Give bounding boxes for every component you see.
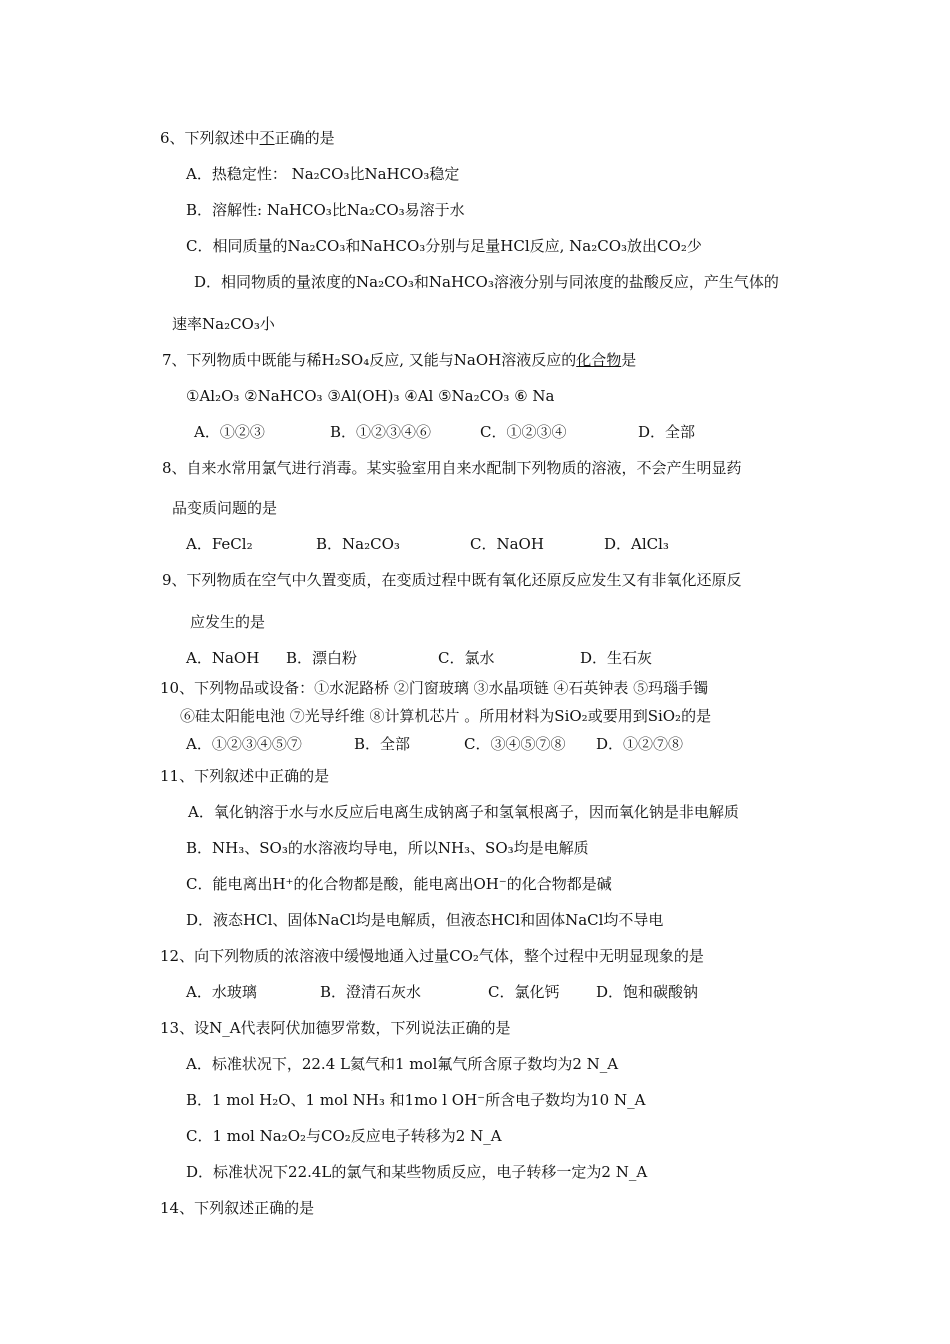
q10-stem-line2: ⑥硅太阳能电池 ⑦光导纤维 ⑧计算机芯片 。所用材料为SiO₂或要用到SiO₂的是: [180, 707, 712, 725]
q7-option-d: D．全部: [638, 423, 696, 441]
q9-option-a: A．NaOH: [186, 649, 260, 667]
q10-option-d: D．①②⑦⑧: [596, 735, 684, 753]
q7-stem: [162, 350, 636, 370]
q6-option-a: A．热稳定性： Na₂CO₃比NaHCO₃稳定: [186, 165, 460, 183]
q13-option-a: A．标准状况下，22.4 L氦气和1 mol氟气所含原子数均为2 N_A: [186, 1055, 619, 1073]
q12-option-b: B．澄清石灰水: [320, 983, 422, 1001]
q8-stem-line1: 8、自来水常用氯气进行消毒。某实验室用自来水配制下列物质的溶液，不会产生明显药: [162, 459, 742, 477]
q12-option-c: C．氯化钙: [488, 983, 560, 1001]
q11-stem: 11、下列叙述中正确的是: [160, 767, 330, 785]
q6-option-c: C．相同质量的Na₂CO₃和NaHCO₃分别与足量HCl反应, Na₂CO₃放出CO₂少: [186, 237, 702, 255]
q6-option-b: B．溶解性: NaHCO₃比Na₂CO₃易溶于水: [186, 201, 465, 219]
q8-option-a: A．FeCl₂: [186, 535, 253, 553]
q7-stem-before: 7、下列物质中既能与稀H₂SO₄反应, 又能与NaOH溶液反应的: [162, 351, 577, 369]
q11-option-d: D．液态HCl、固体NaCl均是电解质，但液态HCl和固体NaCl均不导电: [186, 911, 664, 929]
q14-stem: 14、下列叙述正确的是: [160, 1199, 315, 1217]
q6-stem-after: 正确的是: [274, 129, 335, 147]
q11-option-a: A．氧化钠溶于水与水反应后电离生成钠离子和氢氧根离子，因而氧化钠是非电解质: [188, 803, 739, 821]
q9-stem-line1: 9、下列物质在空气中久置变质，在变质过程中既有氧化还原反应发生又有非氧化还原反: [162, 571, 742, 589]
q13-option-b: B．1 mol H₂O、1 mol NH₃ 和1mo l OH⁻所含电子数均为10 N_A: [186, 1091, 646, 1109]
q8-stem-line2: 品变质问题的是: [172, 499, 278, 517]
q6-stem-before: 6、下列叙述中: [160, 129, 260, 147]
q8-option-c: C．NaOH: [470, 535, 544, 553]
q10-option-b: B．全部: [354, 735, 411, 753]
q10-option-c: C．③④⑤⑦⑧: [464, 735, 566, 753]
q7-stem-underlined: 化合物: [576, 351, 622, 369]
q11-option-c: C．能电离出H⁺的化合物都是酸，能电离出OH⁻的化合物都是碱: [186, 875, 612, 893]
q6-stem: [160, 128, 335, 148]
q9-option-c: C．氯水: [438, 649, 495, 667]
q6-stem-underlined: 不: [259, 129, 275, 147]
q7-option-c: C．①②③④: [480, 423, 567, 441]
q9-option-d: D．生石灰: [580, 649, 653, 667]
q9-stem-line2: 应发生的是: [190, 613, 266, 631]
q6-option-d-line2: 速率Na₂CO₃小: [172, 315, 275, 333]
q8-option-b: B．Na₂CO₃: [316, 535, 400, 553]
q13-stem: 13、设N_A代表阿伏加德罗常数，下列说法正确的是: [160, 1019, 511, 1037]
q13-option-d: D．标准状况下22.4L的氯气和某些物质反应，电子转移一定为2 N_A: [186, 1163, 648, 1181]
q10-stem-line1: 10、下列物品或设备：①水泥路桥 ②门窗玻璃 ③水晶项链 ④石英钟表 ⑤玛瑙手镯: [160, 679, 709, 697]
q7-option-b: B．①②③④⑥: [330, 423, 432, 441]
q12-option-a: A．水玻璃: [186, 983, 257, 1001]
q10-option-a: A．①②③④⑤⑦: [186, 735, 302, 753]
q7-items: ①Al₂O₃ ②NaHCO₃ ③Al(OH)₃ ④Al ⑤Na₂CO₃ ⑥ Na: [186, 387, 555, 405]
q12-option-d: D．饱和碳酸钠: [596, 983, 699, 1001]
q7-stem-after: 是: [621, 351, 637, 369]
q7-option-a: A．①②③: [194, 423, 265, 441]
q9-option-b: B．漂白粉: [286, 649, 358, 667]
q6-option-d-line1: D．相同物质的量浓度的Na₂CO₃和NaHCO₃溶液分别与同浓度的盐酸反应，产生气体的: [194, 273, 779, 291]
q12-stem: 12、向下列物质的浓溶液中缓慢地通入过量CO₂气体，整个过程中无明显现象的是: [160, 947, 704, 965]
q8-option-d: D．AlCl₃: [604, 535, 669, 553]
q13-option-c: C．1 mol Na₂O₂与CO₂反应电子转移为2 N_A: [186, 1127, 502, 1145]
q11-option-b: B．NH₃、SO₃的水溶液均导电，所以NH₃、SO₃均是电解质: [186, 839, 589, 857]
